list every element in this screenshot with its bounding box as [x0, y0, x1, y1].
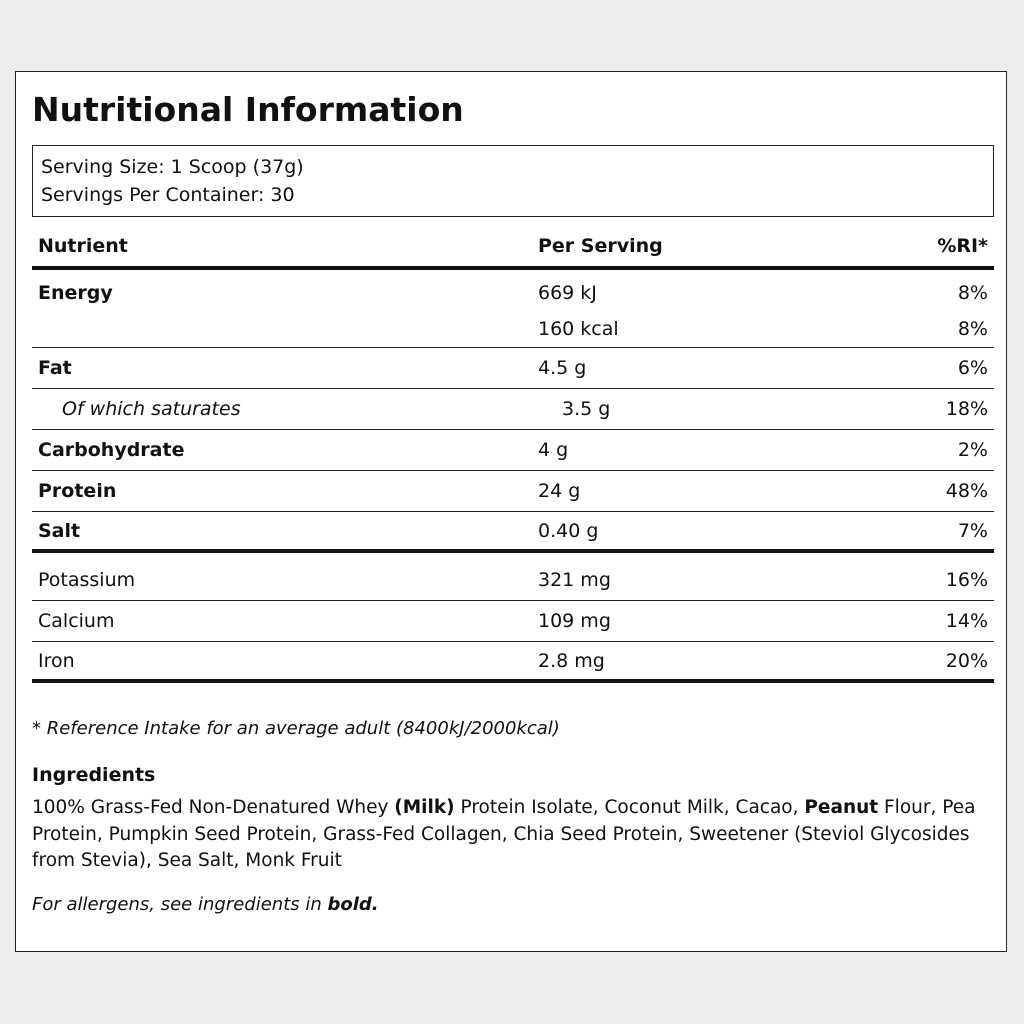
ri-protein: 48% — [945, 480, 988, 502]
serving-size: Serving Size: 1 Scoop (37g) — [41, 156, 304, 178]
table-row-iron — [32, 642, 994, 683]
ri-energy-kj: 8% — [957, 282, 988, 304]
table-row-saturates — [32, 389, 994, 430]
nutrient-name-protein: Protein — [38, 480, 117, 502]
ri-energy-kcal: 8% — [957, 317, 988, 340]
allergen-note-text: For allergens, see ingredients in — [32, 894, 328, 915]
allergen-note — [32, 894, 379, 915]
value-saturates: 3.5 g — [562, 398, 611, 420]
ri-salt: 7% — [957, 519, 988, 542]
header-ri: %RI* — [937, 235, 988, 257]
nutrient-name-saturates: Of which saturates — [62, 398, 241, 420]
value-calcium: 109 mg — [538, 610, 611, 632]
ri-fat: 6% — [957, 357, 988, 379]
servings-per-container: Servings Per Container: 30 — [41, 184, 295, 206]
ri-potassium: 16% — [945, 568, 988, 591]
nutrition-label-panel — [15, 71, 1007, 952]
value-iron: 2.8 mg — [538, 649, 605, 672]
ingredients-title: Ingredients — [32, 764, 156, 786]
header-nutrient: Nutrient — [38, 235, 128, 257]
table-row-salt — [32, 512, 994, 553]
value-carbohydrate: 4 g — [538, 439, 569, 461]
ingredients-part: 100% Grass-Fed Non-Denatured Whey — [32, 797, 395, 818]
value-energy-kcal: 160 kcal — [538, 317, 619, 340]
nutrient-name-potassium: Potassium — [38, 568, 136, 591]
allergen-milk: (Milk) — [394, 797, 455, 818]
ri-footnote: * Reference Intake for an average adult (8400kJ/2000kcal) — [32, 718, 560, 739]
header-per-serving: Per Serving — [538, 235, 663, 257]
ingredients-text — [32, 795, 992, 875]
allergen-peanut: Peanut — [804, 797, 879, 818]
value-energy-kj: 669 kJ — [538, 282, 597, 304]
table-row-energy-kcal — [32, 310, 994, 348]
allergen-note-bold: bold. — [327, 894, 379, 915]
ri-carbohydrate: 2% — [957, 439, 988, 461]
table-row-carbohydrate — [32, 430, 994, 471]
nutrition-table — [32, 226, 994, 683]
value-fat: 4.5 g — [538, 357, 587, 379]
table-header-row — [32, 226, 994, 270]
value-protein: 24 g — [538, 480, 581, 502]
nutrient-name-fat: Fat — [38, 357, 72, 379]
table-row-protein — [32, 471, 994, 512]
nutrient-name-carbohydrate: Carbohydrate — [38, 439, 185, 461]
serving-info-box — [32, 145, 994, 217]
ri-iron: 20% — [945, 649, 988, 672]
nutrient-name-calcium: Calcium — [38, 610, 115, 632]
ingredients-part: Protein Isolate, Coconut Milk, Cacao, — [454, 797, 805, 818]
ri-saturates: 18% — [945, 398, 988, 420]
nutrient-name-iron: Iron — [38, 649, 75, 672]
value-salt: 0.40 g — [538, 519, 599, 542]
table-row-potassium — [32, 553, 994, 601]
ingredients-part: Flour, Pea Protein, Pumpkin Seed Protein, Grass-Fed Collagen, Chia Seed Protein, Sweetener (Steviol Glycosides from Stevia), Sea Salt, Monk Fruit — [32, 797, 976, 871]
table-row-fat — [32, 348, 994, 389]
nutrient-name-energy: Energy — [38, 282, 113, 304]
page-title: Nutritional Information — [32, 90, 464, 129]
nutrient-name-salt: Salt — [38, 519, 81, 542]
value-potassium: 321 mg — [538, 568, 611, 591]
table-row-energy-kj — [32, 270, 994, 310]
ri-calcium: 14% — [945, 610, 988, 632]
table-row-calcium — [32, 601, 994, 642]
